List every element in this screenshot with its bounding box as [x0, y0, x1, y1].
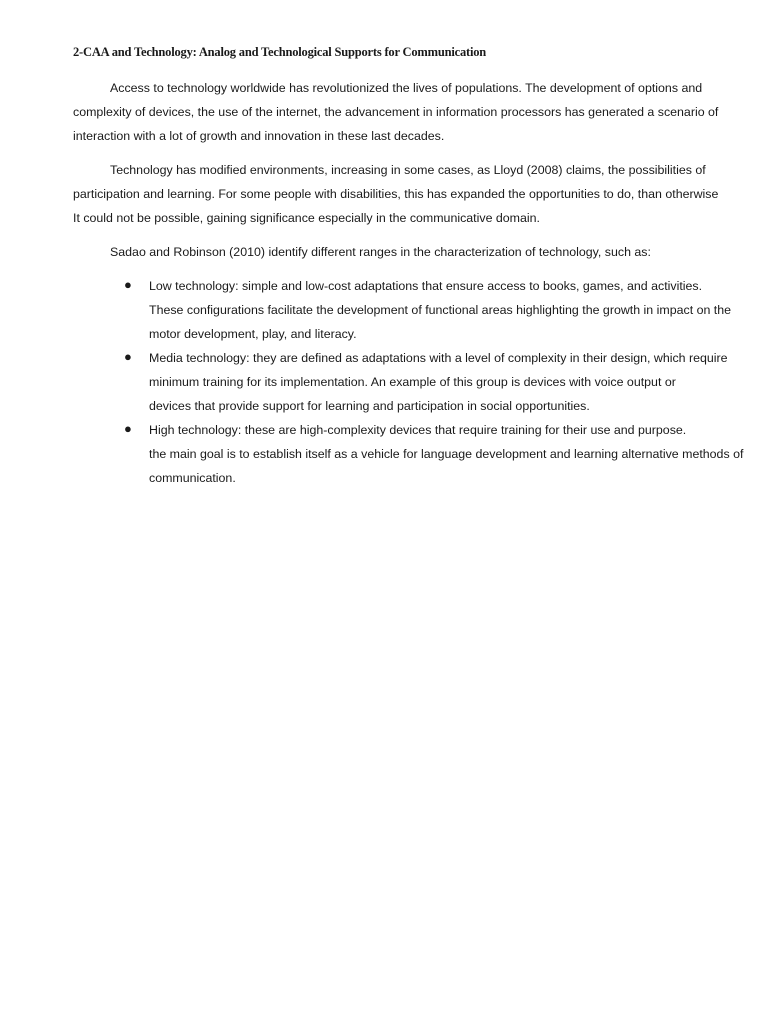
bullet-2-line-3: devices that provide support for learning and participation in social opportunities.: [149, 399, 590, 413]
paragraph-1-line-2: complexity of devices, the use of the internet, the advancement in information processors has generated a scenario of: [73, 105, 719, 119]
bullet-3-line-1: High technology: these are high-complexity devices that require training for their use and purpose.: [149, 423, 687, 437]
bullet-2-line-2: minimum training for its implementation. An example of this group is devices with voice output or: [149, 375, 676, 389]
paragraph-2-line-1: Technology has modified environments, increasing in some cases, as Lloyd (2008) claims, the possibilities of: [110, 163, 706, 177]
paragraph-1-line-1: Access to technology worldwide has revolutionized the lives of populations. The development of options and: [110, 81, 703, 95]
paragraph-2-line-3: It could not be possible, gaining significance especially in the communicative domain.: [73, 211, 540, 225]
bullet-1-line-1: Low technology: simple and low-cost adaptations that ensure access to books, games, and activities.: [149, 279, 703, 293]
bullet-3-line-3: communication.: [149, 471, 236, 485]
paragraph-3: Sadao and Robinson (2010) identify different ranges in the characterization of technology, such as:: [110, 245, 651, 259]
bullet-marker-2: ●: [124, 349, 132, 364]
bullet-3-line-2: the main goal is to establish itself as a vehicle for language development and learning alternative methods of: [149, 447, 744, 461]
paragraph-2-line-2: participation and learning. For some people with disabilities, this has expanded the opportunities to do, than otherwise: [73, 187, 719, 201]
bullet-marker-1: ●: [124, 277, 132, 292]
paragraph-1-line-3: interaction with a lot of growth and innovation in these last decades.: [73, 129, 445, 143]
bullet-2-line-1: Media technology: they are defined as adaptations with a level of complexity in their design, which require: [149, 351, 728, 365]
bullet-marker-3: ●: [124, 421, 132, 436]
section-heading: 2-CAA and Technology: Analog and Technological Supports for Communication: [73, 45, 487, 59]
bullet-1-line-3: motor development, play, and literacy.: [149, 327, 357, 341]
bullet-1-line-2: These configurations facilitate the development of functional areas highlighting the growth in impact on the: [149, 303, 732, 317]
